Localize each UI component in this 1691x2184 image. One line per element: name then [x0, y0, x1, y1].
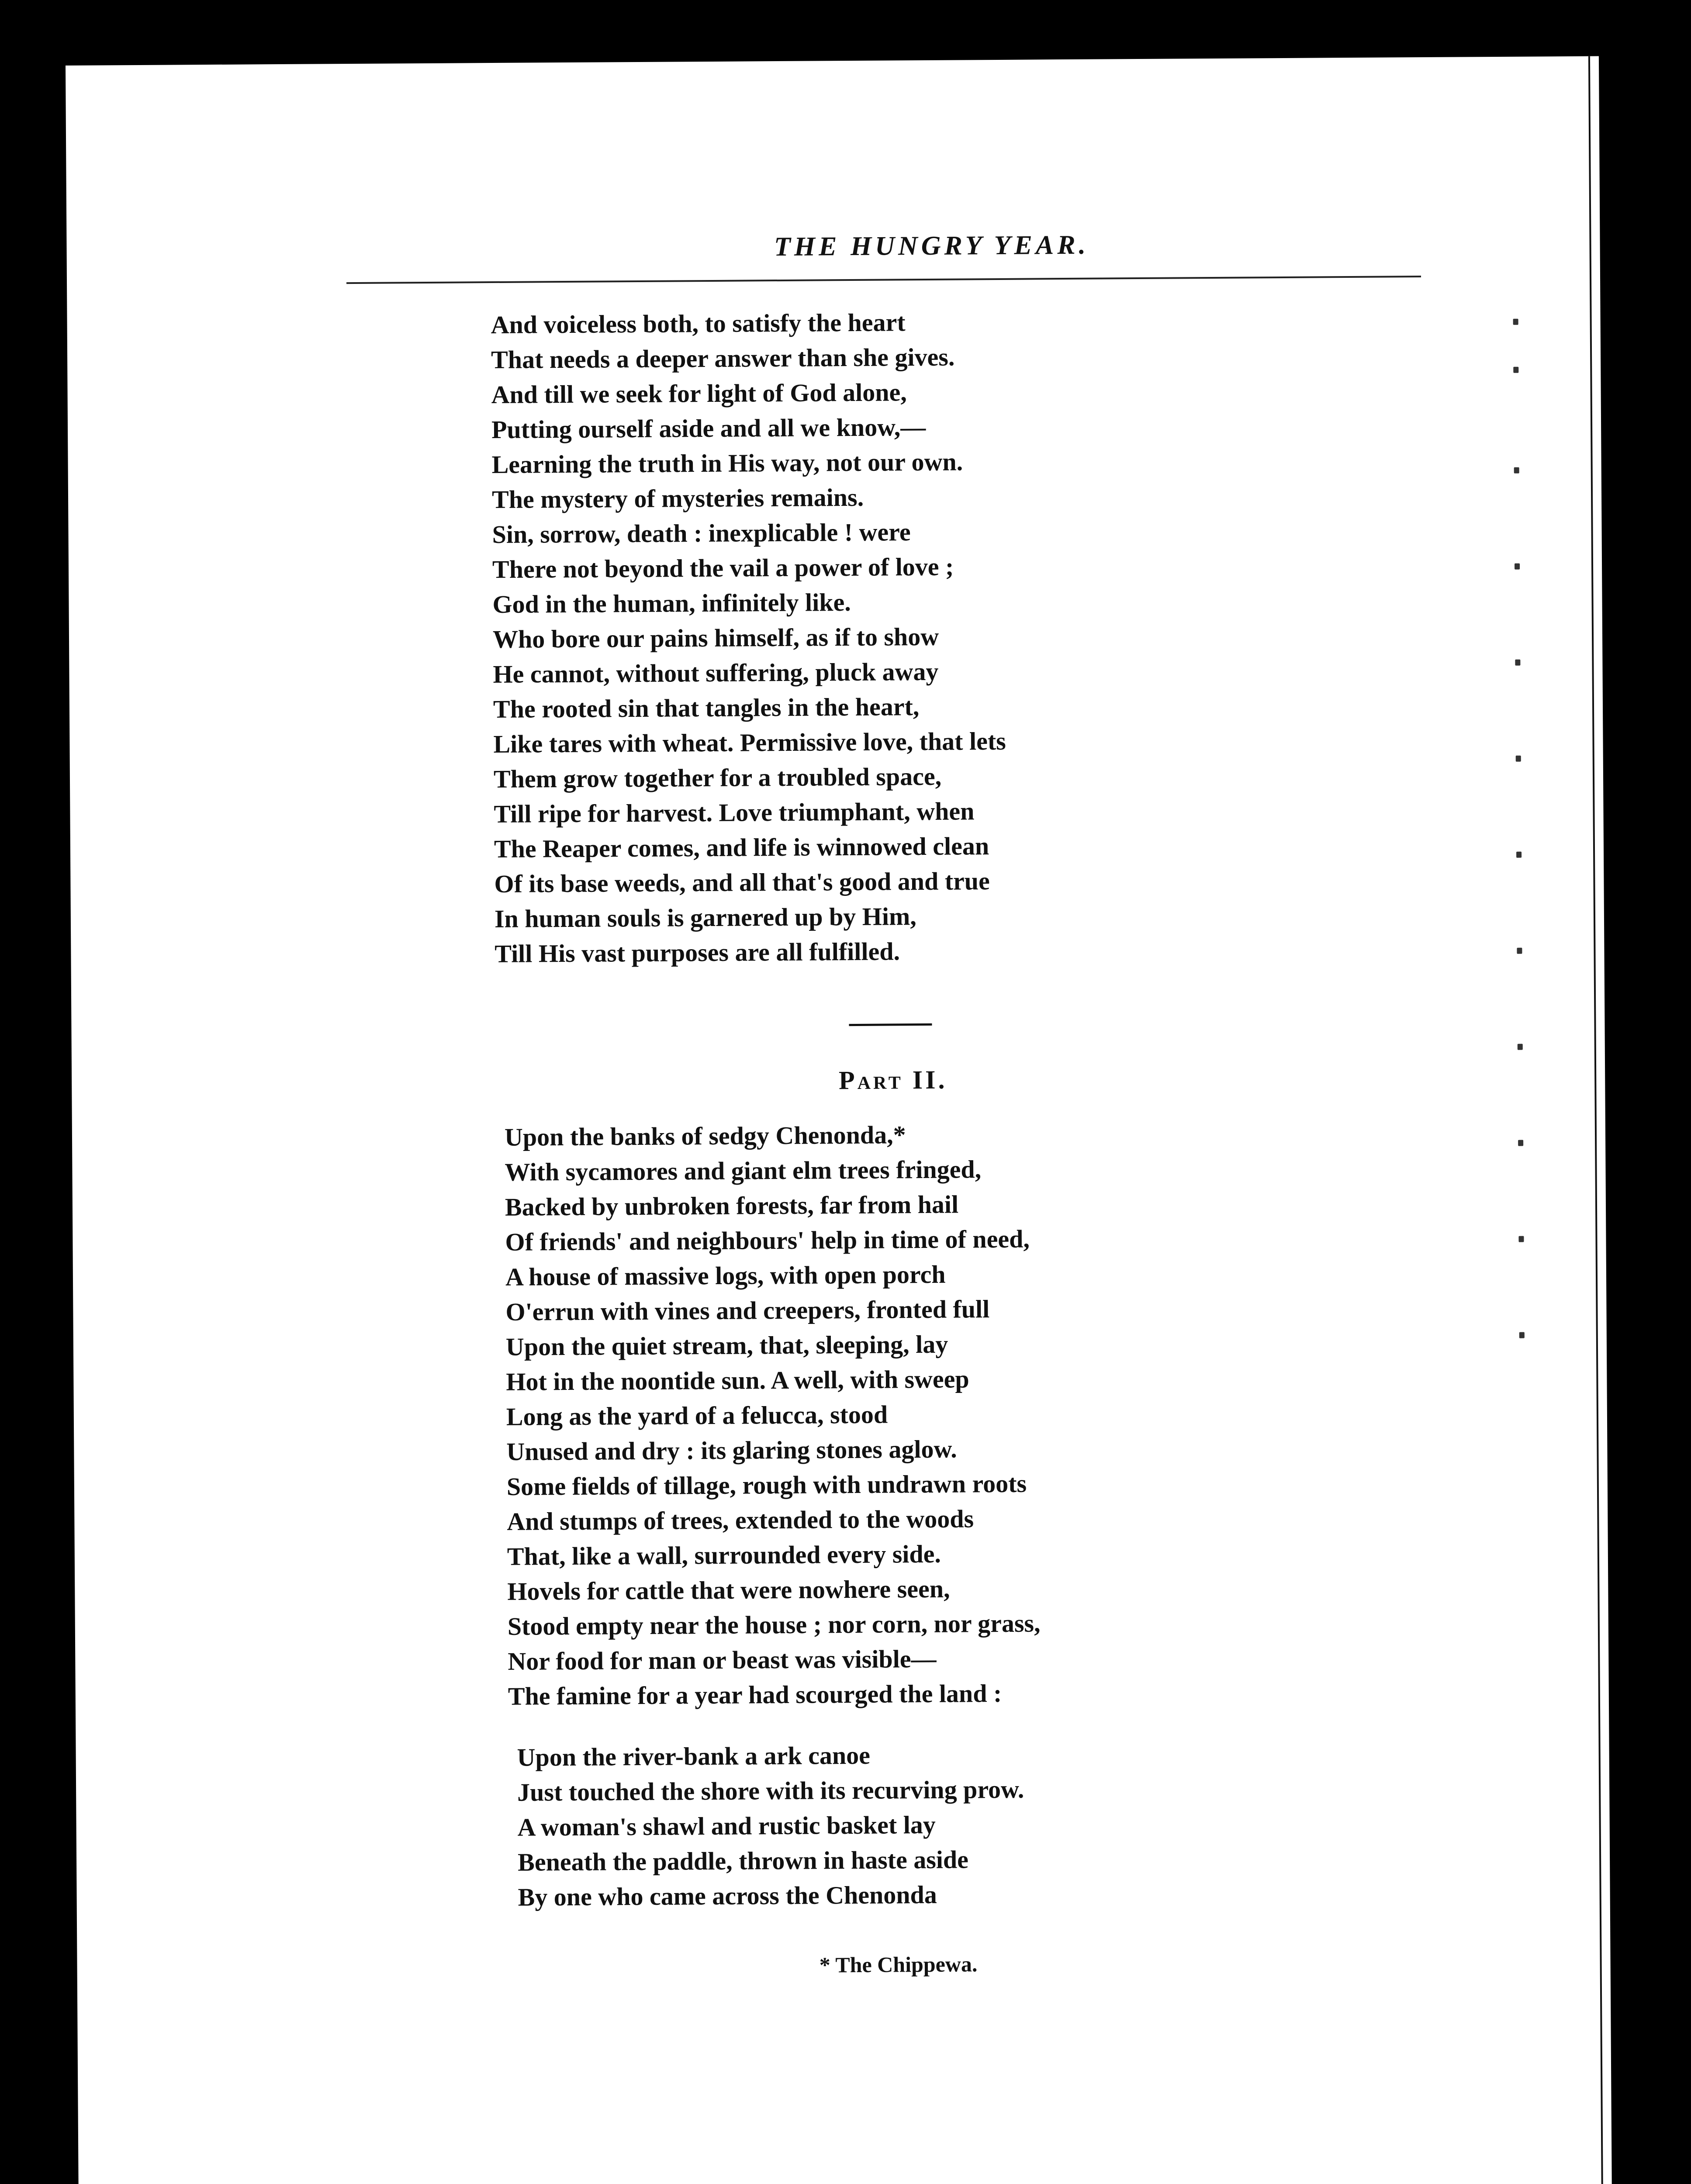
- edge-mark: [1514, 467, 1519, 473]
- footnote: * The Chippewa.: [819, 1952, 978, 1977]
- poem-line: The famine for a year had scourged the land :: [508, 1679, 1002, 1711]
- poem-line: Beneath the paddle, thrown in haste aside: [517, 1845, 969, 1876]
- poem-line: Upon the banks of sedgy Chenonda,*: [504, 1120, 906, 1151]
- poem-line: Them grow together for a troubled space,: [493, 762, 942, 794]
- edge-mark: [1518, 1140, 1523, 1146]
- poem-line: That, like a wall, surrounded every side.: [507, 1539, 941, 1571]
- poem-line: Learning the truth in His way, not our own.: [491, 447, 963, 479]
- poem-line: Of friends' and neighbours' help in time of need,: [505, 1224, 1030, 1256]
- poem-line: Some fields of tillage, rough with undrawn roots: [506, 1469, 1027, 1501]
- poem-line: O'errun with vines and creepers, fronted full: [505, 1295, 990, 1326]
- poem-line: Hovels for cattle that were nowhere seen,: [507, 1574, 950, 1606]
- poem-stanza: [491, 304, 1007, 971]
- poem-line: By one who came across the Chenonda: [518, 1880, 937, 1911]
- poem-line: Till His vast purposes are all fulfilled.: [495, 937, 900, 968]
- poem-line: A house of massive logs, with open porch: [505, 1260, 946, 1291]
- poem-line: He cannot, without suffering, pluck away: [493, 657, 939, 689]
- poem-line: With sycamores and giant elm trees fringed,: [505, 1155, 982, 1186]
- poem-line: And till we seek for light of God alone,: [491, 378, 907, 409]
- poem-line: Till ripe for harvest. Love triumphant, when: [494, 797, 975, 829]
- poem-line: God in the human, infinitely like.: [492, 588, 851, 619]
- poem-line: Of its base weeds, and all that's good and true: [494, 867, 990, 898]
- poem-line: Sin, sorrow, death : inexplicable ! were: [492, 518, 911, 549]
- edge-mark: [1516, 756, 1521, 762]
- poem-line: The rooted sin that tangles in the heart,: [493, 692, 920, 724]
- page-edge-marks: [1513, 319, 1535, 1804]
- poem-line: And stumps of trees, extended to the woods: [507, 1504, 974, 1536]
- edge-mark: [1518, 1044, 1523, 1050]
- page-edge-strip: [1588, 56, 1612, 2184]
- poem-line: The Reaper comes, and life is winnowed clean: [494, 832, 989, 864]
- poem-line: That needs a deeper answer than she gives.: [491, 342, 955, 374]
- section-divider: [849, 1023, 932, 1026]
- poem-line: A woman's shawl and rustic basket lay: [517, 1810, 936, 1842]
- edge-mark: [1513, 319, 1518, 325]
- poem-line: Putting ourself aside and all we know,—: [491, 412, 926, 444]
- edge-mark: [1518, 1236, 1524, 1242]
- poem-line: Who bore our pains himself, as if to show: [492, 622, 939, 654]
- poem-line: Upon the river-bank a ark canoe: [517, 1741, 871, 1772]
- edge-mark: [1515, 660, 1520, 666]
- edge-mark: [1519, 1332, 1525, 1338]
- edge-mark: [1516, 852, 1522, 858]
- header-rule: [346, 276, 1421, 284]
- poem-line: Stood empty near the house ; nor corn, nor grass,: [507, 1609, 1041, 1641]
- poem-line: Backed by unbroken forests, far from hail: [505, 1190, 959, 1221]
- poem-line: In human souls is garnered up by Him,: [494, 902, 917, 933]
- poem-line: And voiceless both, to satisfy the heart: [491, 308, 906, 339]
- edge-mark: [1513, 367, 1518, 373]
- edge-mark: [1517, 948, 1522, 954]
- poem-line: Long as the yard of a felucca, stood: [506, 1400, 888, 1431]
- poem-line: Just touched the shore with its recurving prow.: [517, 1775, 1024, 1807]
- poem-line: There not beyond the vail a power of love ;: [492, 552, 954, 584]
- poem-line: Unused and dry : its glaring stones aglow.: [506, 1434, 957, 1466]
- poem-line: The mystery of mysteries remains.: [491, 483, 864, 514]
- poem-stanza: [505, 1116, 1041, 1714]
- edge-mark: [1515, 563, 1520, 570]
- poem-stanza: [517, 1737, 1024, 1915]
- part-heading: Part II.: [838, 1065, 948, 1095]
- running-header: THE HUNGRY YEAR.: [774, 230, 1089, 262]
- poem-line: Like tares with wheat. Permissive love, that lets: [493, 726, 1006, 759]
- poem-line: Hot in the noontide sun. A well, with sweep: [506, 1365, 969, 1396]
- poem-line: Upon the quiet stream, that, sleeping, lay: [505, 1330, 948, 1361]
- book-page: [66, 56, 1612, 2184]
- poem-line: Nor food for man or beast was visible—: [508, 1644, 937, 1676]
